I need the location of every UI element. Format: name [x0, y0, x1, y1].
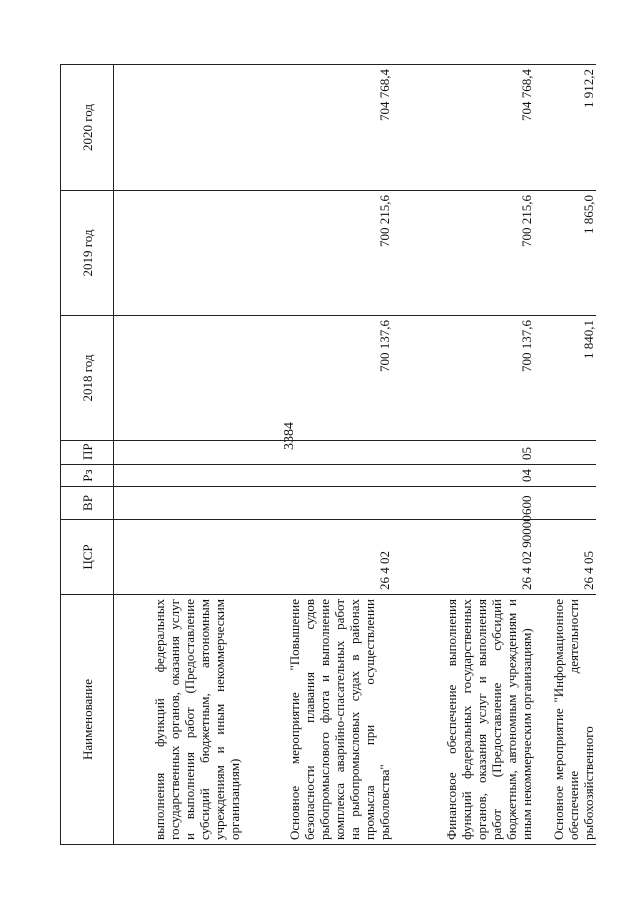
- header-name: Наименование: [61, 595, 114, 845]
- row-rz: [114, 465, 242, 487]
- row-pr: [114, 441, 242, 465]
- row-vr: 600: [392, 487, 534, 520]
- row-name: Основное мероприятие "Информационное обеспечение деятельности рыбохозяйственного: [534, 595, 596, 845]
- table-row: [242, 65, 392, 845]
- row-pr: [242, 441, 392, 465]
- header-2019: 2019 год: [61, 191, 114, 316]
- row-name: выполнения функций федеральных государственных органов, оказания услуг и выполнения работ (Предоставление субсидий бюджетным, автономным учреждениям и иным некоммерческим организациям): [114, 595, 242, 845]
- table-row: [534, 65, 596, 845]
- row-name: Финансовое обеспечение выполнения функций федеральных государственных органов, оказания услуг и выполнения работ (Предоставление субсидий бюджетным, автономным учреждениям и иным некоммерческим организациям): [392, 595, 534, 845]
- row-2020: 704 768,4: [242, 65, 392, 191]
- row-2020: 704 768,4: [392, 65, 534, 191]
- row-2019: 700 215,6: [392, 191, 534, 316]
- row-csr: 26 4 05: [534, 520, 596, 595]
- row-2019: 700 215,6: [242, 191, 392, 316]
- table-header-row: [61, 65, 114, 845]
- row-vr: [242, 487, 392, 520]
- table-row: [392, 65, 534, 845]
- row-vr: [534, 487, 596, 520]
- row-vr: [114, 487, 242, 520]
- row-pr: [534, 441, 596, 465]
- row-rz: [242, 465, 392, 487]
- row-rz: 04: [392, 465, 534, 487]
- page-number: 3384: [282, 422, 297, 450]
- row-rz: [534, 465, 596, 487]
- row-csr: 26 4 02: [242, 520, 392, 595]
- header-vr: ВР: [61, 487, 114, 520]
- row-csr: [114, 520, 242, 595]
- header-2020: 2020 год: [61, 65, 114, 191]
- row-csr: 26 4 02 90000: [392, 520, 534, 595]
- header-pr: ПР: [61, 441, 114, 465]
- row-2018: 1 840,1: [534, 316, 596, 441]
- row-2020: [114, 65, 242, 191]
- budget-table: [60, 64, 596, 845]
- row-2018: 700 137,6: [392, 316, 534, 441]
- row-2020: 1 912,2: [534, 65, 596, 191]
- rotated-table-container: [60, 65, 600, 845]
- header-csr: ЦСР: [61, 520, 114, 595]
- header-rz: Рз: [61, 465, 114, 487]
- row-2019: [114, 191, 242, 316]
- table-row: [114, 65, 242, 845]
- row-2018: 700 137,6: [242, 316, 392, 441]
- row-2018: [114, 316, 242, 441]
- row-name: Основное мероприятие "Повышение безопасности плавания судов рыбопромыслового флота и выполнение комплекса аварийно-спасательных работ на рыбопромысловых судах в районах промысла при осуществлении рыболовства": [242, 595, 392, 845]
- row-pr: 05: [392, 441, 534, 465]
- row-2019: 1 865,0: [534, 191, 596, 316]
- header-2018: 2018 год: [61, 316, 114, 441]
